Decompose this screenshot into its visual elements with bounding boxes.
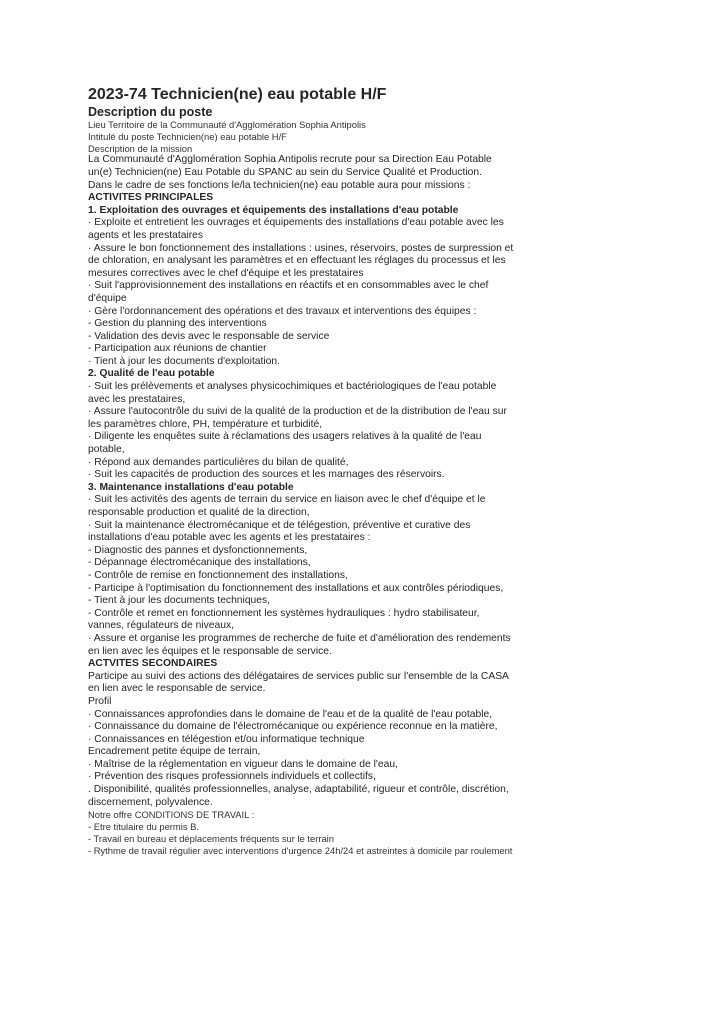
list-item: · Assure et organise les programmes de recherche de fuite et d'amélioration des rendements en lien avec les équipes et le responsable de service.	[88, 632, 511, 657]
page-title: 2023-74 Technicien(ne) eau potable H/F	[88, 86, 387, 103]
list-item: - Gestion du planning des interventions	[88, 318, 267, 330]
meta-line: Lieu Territoire de la Communauté d'Agglomération Sophia Antipolis	[88, 119, 366, 130]
section-3-heading: 3. Maintenance installations d'eau potable	[88, 481, 294, 493]
intro-paragraph-2: Dans le cadre de ses fonctions le/la technicien(ne) eau potable aura pour missions :	[88, 179, 471, 191]
secondary-activities-heading: ACTVITES SECONDAIRES	[88, 658, 218, 670]
list-item: - Diagnostic des pannes et dysfonctionnements,	[88, 544, 308, 556]
list-item: - Contrôle et remet en fonctionnement les systèmes hydrauliques : hydro stabilisateur, vannes, régulateurs de niveaux,	[88, 607, 480, 632]
list-item: · Suit les prélèvements et analyses physicochimiques et bactériologiques de l'eau potable avec les prestataires,	[88, 381, 497, 405]
list-item: - Participe à l'optimisation du fonctionnement des installations et aux contrôles périodiques,	[88, 582, 504, 594]
list-item: - Travail en bureau et déplacements fréquents sur le terrain	[88, 832, 334, 844]
list-item: Encadrement petite équipe de terrain,	[88, 746, 261, 758]
secondary-activities-text: Participe au suivi des actions des délégataires de services public sur l'ensemble de la CASA en lien avec le responsable de service.	[88, 670, 509, 695]
profile-heading: Profil	[88, 695, 112, 707]
list-item: . Disponibilité, qualités professionnelles, analyse, adaptabilité, rigueur et contrôle, discrétion, discernement, polyvalence.	[88, 784, 509, 808]
list-item: · Diligente les enquêtes suite à réclamations des usagers relatives à la qualité de l'eau potable,	[88, 431, 482, 456]
list-item: - Validation des devis avec le responsable de service	[88, 330, 330, 342]
list-item: · Connaissances approfondies dans le domaine de l'eau et de la qualité de l'eau potable,	[88, 708, 493, 720]
list-item: · Gère l'ordonnancement des opérations et des travaux et interventions des équipes :	[88, 305, 477, 317]
list-item: · Suit les capacités de production des sources et les marnages des réservoirs.	[88, 469, 445, 481]
conditions-heading: Notre offre CONDITIONS DE TRAVAIL :	[88, 809, 255, 821]
list-item: · Connaissances en télégestion et/ou informatique technique	[88, 733, 365, 745]
list-item: · Suit l'approvisionnement des installations en réactifs et en consommables avec le chef d'équipe	[88, 280, 489, 304]
list-item: - Dépannage électromécanique des installations,	[88, 557, 311, 569]
intro-paragraph: La Communauté d'Agglomération Sophia Antipolis recrute pour sa Direction Eau Potable un(e) Technicien(ne) Eau Potable du SPANC au sein du Service Qualité et Production.	[88, 154, 492, 178]
section-subtitle: Description du poste	[88, 105, 213, 119]
list-item: - Participation aux réunions de chantier	[88, 343, 267, 355]
list-item: - Contrôle de remise en fonctionnement des installations,	[88, 569, 348, 581]
list-item: · Suit la maintenance électromécanique et de télégestion, préventive et curative des installations d'eau potable avec les agents et les prestataires :	[88, 519, 471, 544]
list-item: - Tient à jour les documents techniques,	[88, 595, 271, 607]
document	[88, 86, 518, 856]
list-item: · Exploite et entretient les ouvrages et équipements des installations d'eau potable avec les agents et les prestataires	[88, 217, 504, 241]
list-item: · Connaissance du domaine de l'électromécanique ou expérience reconnue en la matière,	[88, 721, 498, 733]
meta-line: Intitulé du poste Technicien(ne) eau potable H/F	[88, 130, 287, 142]
list-item: - Rythme de travail régulier avec interventions d'urgence 24h/24 et astreintes à domicile par roulement	[88, 844, 513, 856]
section-1-heading: 1. Exploitation des ouvrages et équipements des installations d'eau potable	[88, 204, 459, 216]
list-item: · Maîtrise de la réglementation en vigueur dans le domaine de l'eau,	[88, 758, 398, 770]
list-item: · Assure l'autocontrôle du suivi de la qualité de la production et de la distribution de l'eau sur les paramètres chlore, PH, température et turbidité,	[88, 406, 507, 430]
section-2-heading: 2. Qualité de l'eau potable	[88, 368, 215, 380]
main-activities-heading: ACTIVITES PRINCIPALES	[88, 192, 214, 204]
list-item: · Suit les activités des agents de terrain du service en liaison avec le chef d'équipe et le responsable production et qualité de la direction,	[88, 494, 486, 519]
list-item: · Prévention des risques professionnels individuels et collectifs,	[88, 771, 376, 783]
list-item: - Etre titulaire du permis B.	[88, 821, 199, 833]
list-item: · Tient à jour les documents d'exploitation.	[88, 355, 280, 367]
list-item: · Assure le bon fonctionnement des installations : usines, réservoirs, postes de surpression et de chloration, en analysant les paramètres et en effectuant les réglages du processus et les mesures correctives avec le chef d'équipe et les prestataires	[88, 242, 514, 279]
list-item: · Répond aux demandes particulières du bilan de qualité,	[88, 456, 349, 468]
meta-line: Description de la mission	[88, 142, 193, 154]
